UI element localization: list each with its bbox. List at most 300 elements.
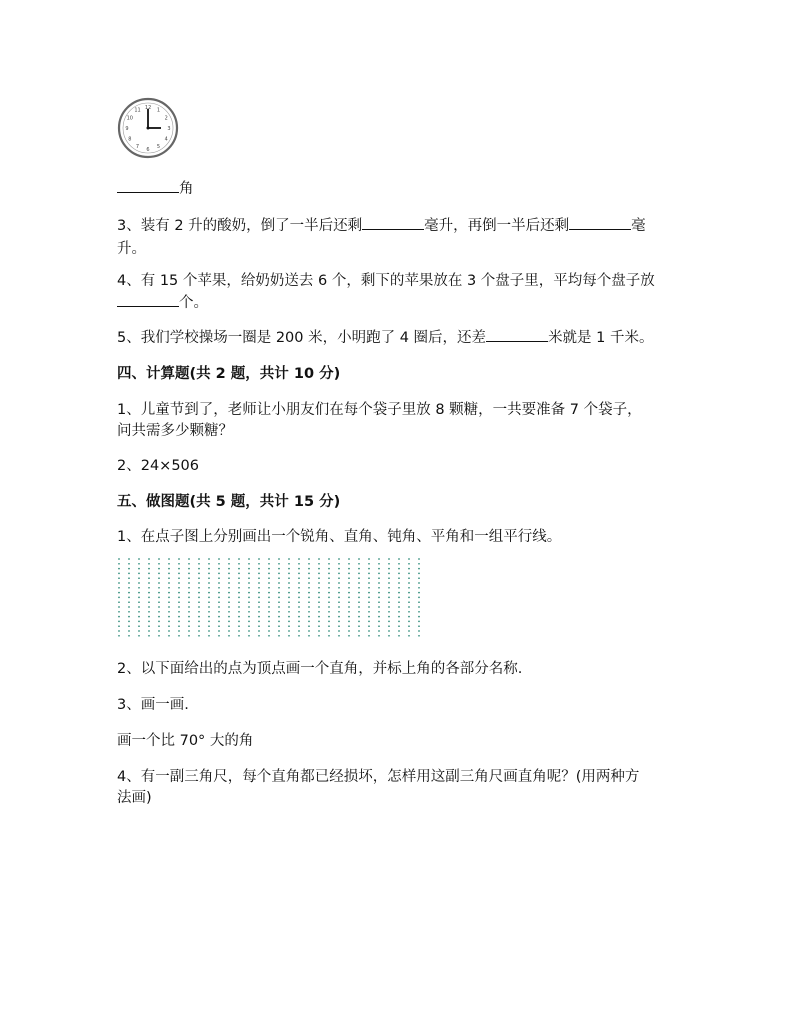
grid-dot — [188, 606, 190, 608]
grid-dot — [118, 573, 120, 575]
grid-dot — [218, 635, 220, 637]
grid-dot — [388, 587, 390, 589]
grid-dot — [168, 611, 170, 613]
grid-dot — [208, 573, 210, 575]
grid-dot — [368, 568, 370, 570]
grid-dot — [168, 587, 170, 589]
q2-tail: 角 — [179, 181, 194, 197]
grid-dot — [198, 606, 200, 608]
grid-dot — [158, 573, 160, 575]
grid-dot — [398, 597, 400, 599]
grid-dot — [128, 568, 130, 570]
grid-dot — [148, 577, 150, 579]
grid-dot — [268, 592, 270, 594]
grid-dot — [408, 568, 410, 570]
grid-dot — [368, 635, 370, 637]
grid-dot — [178, 558, 180, 560]
grid-dot — [388, 616, 390, 618]
grid-dot — [418, 597, 420, 599]
grid-dot — [318, 625, 320, 627]
q4-tail: 个。 — [179, 295, 208, 311]
grid-dot — [398, 606, 400, 608]
grid-dot — [258, 606, 260, 608]
q3-line2: 升。 — [117, 241, 146, 257]
clock-icon — [117, 97, 179, 159]
grid-dot — [168, 630, 170, 632]
grid-dot — [218, 597, 220, 599]
answer-blank[interactable] — [117, 178, 179, 193]
grid-dot — [378, 635, 380, 637]
grid-dot — [418, 568, 420, 570]
grid-dot — [328, 635, 330, 637]
grid-dot — [378, 573, 380, 575]
grid-dot — [298, 616, 300, 618]
grid-dot — [178, 606, 180, 608]
grid-dot — [318, 568, 320, 570]
grid-dot — [248, 587, 250, 589]
grid-dot — [388, 573, 390, 575]
grid-dot — [288, 621, 290, 623]
grid-dot — [308, 611, 310, 613]
grid-dot — [278, 630, 280, 632]
grid-dot — [258, 573, 260, 575]
grid-dot — [218, 563, 220, 565]
grid-dot — [198, 635, 200, 637]
grid-dot — [228, 616, 230, 618]
grid-dot — [408, 592, 410, 594]
grid-dot — [138, 606, 140, 608]
grid-dot — [138, 573, 140, 575]
grid-dot — [298, 577, 300, 579]
grid-dot — [168, 577, 170, 579]
grid-dot — [168, 573, 170, 575]
grid-dot — [418, 611, 420, 613]
grid-dot — [168, 625, 170, 627]
grid-dot — [138, 630, 140, 632]
grid-dot — [418, 582, 420, 584]
grid-dot — [268, 630, 270, 632]
grid-dot — [138, 587, 140, 589]
grid-dot — [138, 616, 140, 618]
grid-dot — [278, 635, 280, 637]
grid-dot — [138, 625, 140, 627]
grid-dot — [408, 635, 410, 637]
grid-dot — [238, 573, 240, 575]
grid-dot — [278, 606, 280, 608]
grid-dot — [188, 621, 190, 623]
grid-dot — [418, 558, 420, 560]
grid-dot — [168, 597, 170, 599]
answer-blank[interactable] — [117, 292, 179, 307]
grid-dot — [348, 592, 350, 594]
grid-dot — [148, 616, 150, 618]
grid-dot — [418, 573, 420, 575]
grid-dot — [188, 597, 190, 599]
s4-question-1-line2: 问共需多少颗糖？ — [117, 423, 233, 439]
grid-dot — [308, 592, 310, 594]
grid-dot — [348, 587, 350, 589]
grid-dot — [268, 625, 270, 627]
grid-dot — [198, 625, 200, 627]
grid-dot — [288, 577, 290, 579]
grid-dot — [378, 597, 380, 599]
grid-dot — [368, 601, 370, 603]
grid-dot — [128, 611, 130, 613]
grid-dot — [338, 606, 340, 608]
grid-dot — [118, 592, 120, 594]
grid-dot — [358, 611, 360, 613]
grid-dot — [358, 568, 360, 570]
clock-number: 4 — [164, 136, 168, 143]
grid-dot — [328, 563, 330, 565]
grid-dot — [158, 568, 160, 570]
grid-dot — [258, 558, 260, 560]
grid-dot — [398, 611, 400, 613]
grid-dot — [178, 635, 180, 637]
grid-dot — [128, 582, 130, 584]
grid-dot — [348, 625, 350, 627]
grid-dot — [348, 621, 350, 623]
grid-dot — [148, 606, 150, 608]
grid-dot — [308, 621, 310, 623]
grid-dot — [328, 616, 330, 618]
answer-blank[interactable] — [569, 215, 631, 230]
grid-dot — [378, 558, 380, 560]
grid-dot — [278, 616, 280, 618]
grid-dot — [228, 577, 230, 579]
grid-dot — [328, 621, 330, 623]
grid-dot — [408, 587, 410, 589]
grid-dot — [418, 577, 420, 579]
grid-dot — [268, 601, 270, 603]
grid-dot — [228, 601, 230, 603]
grid-dot — [358, 606, 360, 608]
clock-number: 2 — [164, 115, 168, 122]
grid-dot — [348, 606, 350, 608]
grid-dot — [398, 592, 400, 594]
grid-dot — [348, 573, 350, 575]
grid-dot — [358, 630, 360, 632]
grid-dot — [128, 621, 130, 623]
grid-dot — [138, 621, 140, 623]
grid-dot — [228, 606, 230, 608]
grid-dot — [158, 630, 160, 632]
grid-dot — [378, 621, 380, 623]
grid-dot — [288, 597, 290, 599]
grid-dot — [178, 625, 180, 627]
grid-dot — [148, 568, 150, 570]
grid-dot — [308, 606, 310, 608]
grid-dot — [398, 635, 400, 637]
grid-dot — [148, 573, 150, 575]
grid-dot — [118, 625, 120, 627]
grid-dot — [288, 630, 290, 632]
grid-dot — [378, 601, 380, 603]
grid-dot — [358, 573, 360, 575]
grid-dot — [308, 558, 310, 560]
q3-text-a: 3、装有 2 升的酸奶，倒了一半后还剩 — [117, 218, 363, 234]
grid-dot — [278, 573, 280, 575]
grid-dot — [308, 563, 310, 565]
grid-dot — [218, 587, 220, 589]
answer-blank[interactable] — [486, 327, 548, 342]
grid-dot — [278, 611, 280, 613]
grid-dot — [368, 587, 370, 589]
grid-dot — [418, 601, 420, 603]
grid-dot — [318, 577, 320, 579]
grid-dot — [178, 616, 180, 618]
grid-dot — [348, 630, 350, 632]
grid-dot — [248, 601, 250, 603]
grid-dot — [138, 582, 140, 584]
grid-dot — [168, 621, 170, 623]
grid-dot — [418, 592, 420, 594]
grid-dot — [408, 597, 410, 599]
grid-dot — [358, 621, 360, 623]
grid-dot — [258, 597, 260, 599]
grid-dot — [148, 601, 150, 603]
q3-text-c: 毫 — [631, 218, 646, 234]
grid-dot — [378, 611, 380, 613]
grid-dot — [208, 635, 210, 637]
grid-dot — [138, 611, 140, 613]
grid-dot — [138, 601, 140, 603]
grid-dot — [218, 577, 220, 579]
grid-dot — [188, 573, 190, 575]
grid-dot — [398, 630, 400, 632]
grid-dot — [338, 625, 340, 627]
grid-dot — [238, 621, 240, 623]
grid-dot — [238, 625, 240, 627]
grid-dot — [198, 568, 200, 570]
grid-dot — [268, 621, 270, 623]
grid-dot — [258, 625, 260, 627]
grid-dot — [118, 616, 120, 618]
grid-dot — [188, 563, 190, 565]
grid-dot — [208, 616, 210, 618]
grid-dot — [368, 621, 370, 623]
grid-dot — [158, 611, 160, 613]
grid-dot — [418, 635, 420, 637]
grid-dot — [338, 616, 340, 618]
grid-dot — [228, 630, 230, 632]
grid-dot — [338, 582, 340, 584]
grid-dot — [388, 625, 390, 627]
grid-dot — [118, 568, 120, 570]
grid-dot — [118, 577, 120, 579]
grid-dot — [188, 558, 190, 560]
grid-dot — [128, 577, 130, 579]
grid-dot — [288, 606, 290, 608]
clock-number: 6 — [146, 146, 150, 153]
grid-dot — [188, 587, 190, 589]
answer-blank[interactable] — [362, 215, 424, 230]
grid-dot — [238, 601, 240, 603]
grid-dot — [198, 582, 200, 584]
grid-dot — [308, 635, 310, 637]
grid-dot — [408, 573, 410, 575]
grid-dot — [128, 635, 130, 637]
grid-dot — [298, 611, 300, 613]
grid-dot — [238, 616, 240, 618]
grid-dot — [378, 587, 380, 589]
grid-dot — [338, 563, 340, 565]
grid-dot — [188, 568, 190, 570]
grid-dot — [178, 611, 180, 613]
grid-dot — [168, 558, 170, 560]
grid-dot — [188, 577, 190, 579]
grid-dot — [188, 625, 190, 627]
grid-dot — [128, 606, 130, 608]
grid-dot — [278, 582, 280, 584]
grid-dot — [178, 568, 180, 570]
grid-dot — [358, 597, 360, 599]
grid-dot — [178, 563, 180, 565]
grid-dot — [128, 601, 130, 603]
grid-dot — [278, 621, 280, 623]
grid-dot — [158, 558, 160, 560]
grid-dot — [248, 577, 250, 579]
grid-dot — [148, 587, 150, 589]
grid-dot — [338, 630, 340, 632]
grid-dot — [278, 558, 280, 560]
grid-dot — [208, 621, 210, 623]
grid-dot — [338, 587, 340, 589]
grid-dot — [198, 621, 200, 623]
grid-dot — [198, 597, 200, 599]
grid-dot — [238, 592, 240, 594]
grid-dot — [388, 597, 390, 599]
grid-dot — [228, 592, 230, 594]
grid-dot — [288, 563, 290, 565]
grid-dot — [358, 582, 360, 584]
grid-dot — [288, 611, 290, 613]
grid-dot — [258, 630, 260, 632]
clock-number: 8 — [128, 136, 132, 143]
grid-dot — [118, 563, 120, 565]
grid-dot — [208, 558, 210, 560]
grid-dot — [388, 635, 390, 637]
q5-text-a: 5、我们学校操场一圈是 200 米，小明跑了 4 圈后，还差 — [117, 330, 487, 346]
grid-dot — [248, 630, 250, 632]
grid-dot — [368, 630, 370, 632]
clock-number: 7 — [135, 143, 140, 150]
grid-dot — [328, 568, 330, 570]
grid-dot — [218, 558, 220, 560]
grid-dot — [298, 606, 300, 608]
grid-dot — [248, 606, 250, 608]
grid-dot — [388, 563, 390, 565]
grid-dot — [388, 568, 390, 570]
grid-dot — [268, 635, 270, 637]
grid-dot — [118, 597, 120, 599]
grid-dot — [238, 577, 240, 579]
grid-dot — [208, 568, 210, 570]
grid-dot — [258, 587, 260, 589]
grid-dot — [328, 587, 330, 589]
grid-dot — [178, 577, 180, 579]
grid-dot — [378, 582, 380, 584]
grid-dot — [178, 630, 180, 632]
grid-dot — [278, 601, 280, 603]
grid-dot — [298, 558, 300, 560]
grid-dot — [298, 568, 300, 570]
grid-dot — [188, 635, 190, 637]
grid-dot — [308, 616, 310, 618]
grid-dot — [408, 630, 410, 632]
grid-dot — [158, 563, 160, 565]
grid-dot — [328, 606, 330, 608]
grid-dot — [268, 606, 270, 608]
grid-dot — [338, 597, 340, 599]
grid-dot — [328, 577, 330, 579]
grid-dot — [168, 592, 170, 594]
grid-dot — [338, 573, 340, 575]
grid-dot — [248, 625, 250, 627]
grid-dot — [348, 597, 350, 599]
grid-dot — [248, 563, 250, 565]
grid-dot — [228, 597, 230, 599]
grid-dot — [218, 601, 220, 603]
grid-dot — [328, 592, 330, 594]
grid-dot — [338, 611, 340, 613]
grid-dot — [218, 592, 220, 594]
grid-dot — [208, 582, 210, 584]
grid-dot — [278, 568, 280, 570]
grid-dot — [158, 625, 160, 627]
grid-dot — [248, 582, 250, 584]
grid-dot — [328, 625, 330, 627]
grid-dot — [388, 621, 390, 623]
clock-number: 5 — [156, 143, 161, 150]
grid-dot — [138, 592, 140, 594]
question-3 — [117, 214, 646, 235]
grid-dot — [268, 573, 270, 575]
grid-dot — [318, 592, 320, 594]
grid-dot — [148, 582, 150, 584]
grid-dot — [368, 582, 370, 584]
grid-dot — [148, 635, 150, 637]
grid-dot — [308, 577, 310, 579]
grid-dot — [268, 597, 270, 599]
s5-question-1: 1、在点子图上分别画出一个锐角、直角、钝角、平角和一组平行线。 — [117, 529, 562, 545]
grid-dot — [188, 630, 190, 632]
grid-dot — [328, 597, 330, 599]
grid-dot — [348, 558, 350, 560]
grid-dot — [398, 621, 400, 623]
section-5-title: 五、做图题(共 5 题，共计 15 分) — [117, 494, 341, 510]
grid-dot — [238, 606, 240, 608]
grid-dot — [168, 601, 170, 603]
grid-dot — [308, 568, 310, 570]
grid-dot — [278, 577, 280, 579]
dot-grid[interactable] — [116, 557, 422, 639]
grid-dot — [188, 582, 190, 584]
grid-dot — [248, 635, 250, 637]
grid-dot — [328, 582, 330, 584]
grid-dot — [158, 597, 160, 599]
grid-dot — [118, 558, 120, 560]
grid-dot — [368, 606, 370, 608]
grid-dot — [168, 563, 170, 565]
grid-dot — [298, 582, 300, 584]
grid-dot — [208, 606, 210, 608]
grid-dot — [368, 573, 370, 575]
grid-dot — [228, 625, 230, 627]
grid-dot — [198, 630, 200, 632]
grid-dot — [318, 563, 320, 565]
grid-dot — [418, 625, 420, 627]
